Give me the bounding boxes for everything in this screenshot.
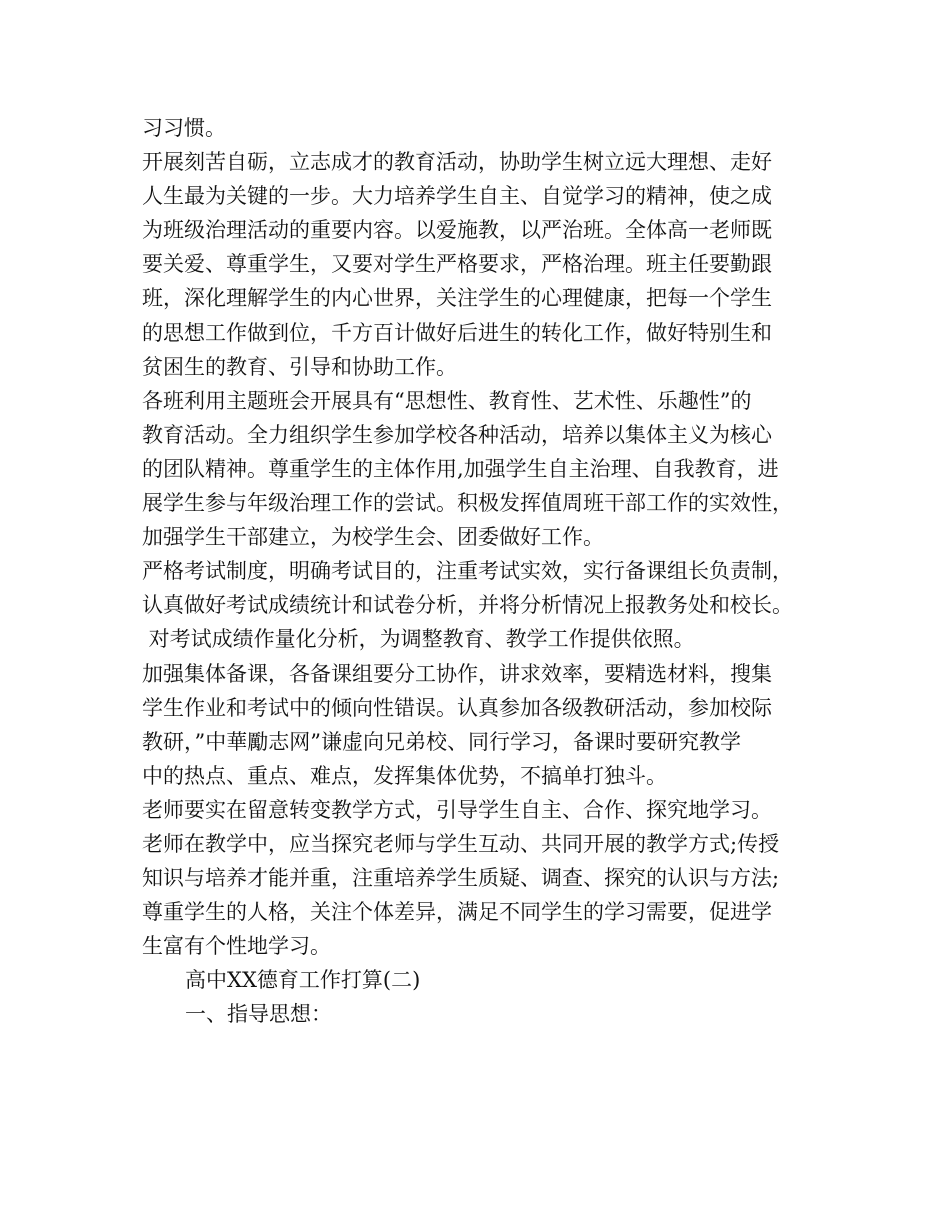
text-line: 习习惯。 (142, 116, 226, 140)
text-line: 加强学生干部建立，为校学生会、团委做好工作。 (142, 525, 604, 550)
text-line: 教研，”中華勵志网”谦虚向兄弟校、同行学习，备课时要研究教学 (142, 729, 741, 754)
text-line: 中的热点、重点、难点，发挥集体优势，不搞单打独斗。 (142, 763, 667, 788)
text-line: 开展刻苦自砺，立志成才的教育活动，协助学生树立远大理想、走好 (142, 150, 772, 175)
text-line: 知识与培养才能并重，注重培养学生质疑、调查、探究的认识与方法; (142, 866, 780, 891)
text-line: 严格考试制度，明确考试目的，注重考试实效，实行备课组长负责制， (142, 559, 793, 584)
text-line: 为班级治理活动的重要内容。以爱施教，以严治班。全体高一老师既 (142, 218, 772, 243)
text-line: 认真做好考试成绩统计和试卷分析，并将分析情况上报教务处和校长。 (142, 593, 793, 618)
document-body (142, 111, 842, 1032)
text-line: 老师要实在留意转变教学方式，引导学生自主、合作、探究地学习。 (142, 797, 772, 822)
text-line: 要关爱、尊重学生，又要对学生严格要求，严格治理。班主任要勤跟 (142, 252, 772, 277)
text-line: 班，深化理解学生的内心世界，关注学生的心理健康，把每一个学生 (142, 286, 772, 311)
text-line: 老师在教学中，应当探究老师与学生互动、共同开展的教学方式;传授 (142, 831, 780, 856)
section-heading: 高中XX德育工作打算(二) (185, 968, 421, 993)
text-line: 尊重学生的人格，关注个体差异，满足不同学生的学习需要，促进学 (142, 900, 772, 925)
text-line: 学生作业和考试中的倾向性错误。认真参加各级教研活动，参加校际 (142, 695, 772, 720)
text-line: 各班利用主题班会开展具有“思想性、教育性、艺术性、乐趣性”的 (142, 388, 752, 413)
text-line: 生富有个性地学习。 (142, 934, 331, 959)
text-line: 人生最为关键的一步。大力培养学生自主、自觉学习的精神，使之成 (142, 184, 772, 209)
text-line: 的团队精神。尊重学生的主体作用,加强学生自主治理、自我教育，进 (142, 456, 779, 481)
text-line: 教育活动。全力组织学生参加学校各种活动，培养以集体主义为核心 (142, 422, 772, 447)
text-line: 贫困生的教育、引导和协助工作。 (142, 354, 457, 379)
subsection-heading: 一、指导思想： (185, 1002, 332, 1027)
text-line: 加强集体备课，各备课组要分工协作，讲求效率，要精选材料，搜集 (142, 661, 772, 686)
text-line: 对考试成绩作量化分析，为调整教育、教学工作提供依照。 (142, 627, 695, 652)
text-line: 展学生参与年级治理工作的尝试。积极发挥值周班干部工作的实效性， (142, 491, 793, 516)
text-line: 的思想工作做到位，千方百计做好后进生的转化工作，做好特别生和 (142, 320, 772, 345)
